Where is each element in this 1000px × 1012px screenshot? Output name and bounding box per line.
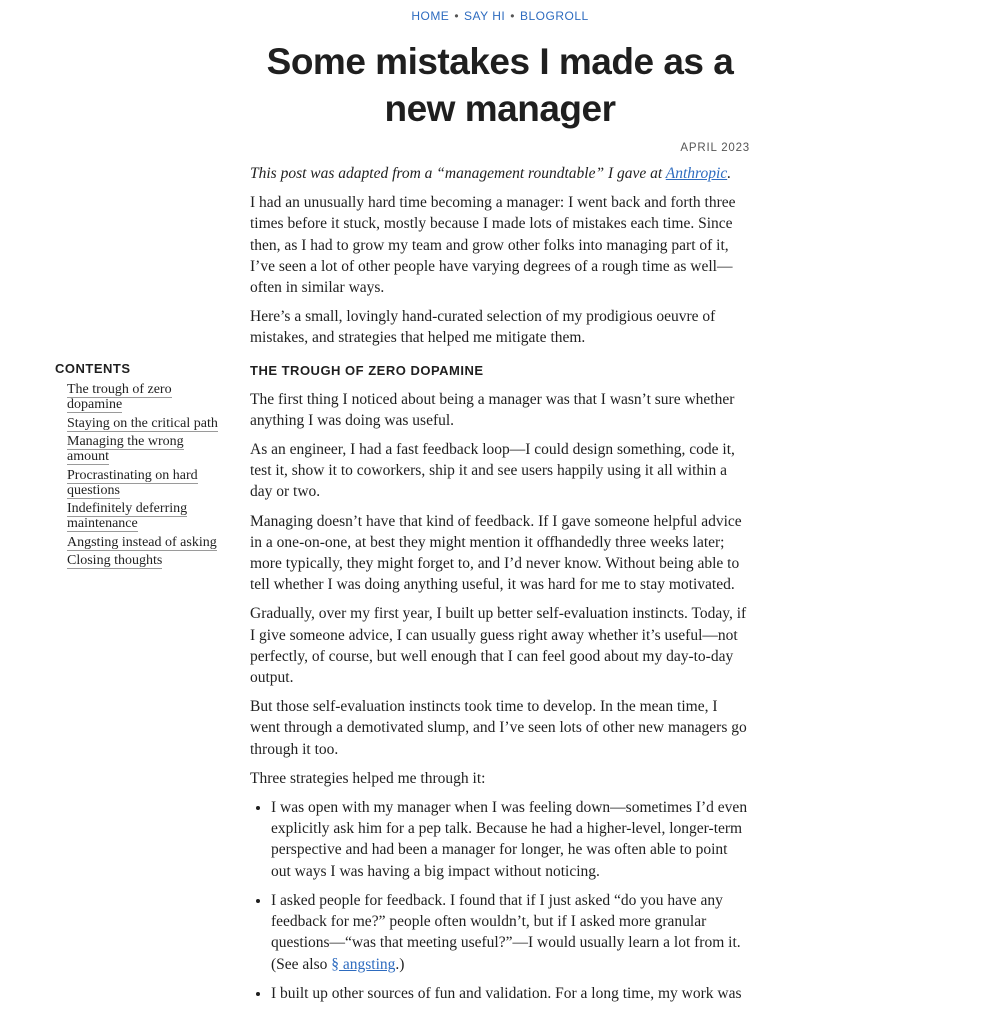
article-body <box>250 163 750 1012</box>
paragraph: Managing doesn’t have that kind of feedback. If I gave someone helpful advice in a one-on-one, at best they might mention it offhandedly three weeks later; more typically, they might forget to, and I’d never know. Without being able to tell whether I was doing anything useful, it was hard for me to stay motivated. <box>250 512 742 594</box>
toc-item <box>67 416 225 431</box>
toc-item <box>67 382 225 412</box>
nav-home-link[interactable]: HOME <box>411 9 450 23</box>
list-item-text-end: .) <box>395 955 405 973</box>
list-item <box>271 890 750 975</box>
toc-link-critical-path[interactable]: Staying on the critical path <box>67 415 218 431</box>
top-nav <box>0 9 1000 23</box>
toc-item <box>67 553 225 568</box>
nav-separator: • <box>510 9 515 23</box>
angsting-link[interactable]: § angsting <box>331 955 396 973</box>
intro-text: This post was adapted from a “management roundtable” I gave at <box>250 165 666 182</box>
toc-link-procrastinating[interactable]: Procrastinating on hard questions <box>67 467 198 498</box>
intro-text-end: . <box>727 165 732 182</box>
paragraph: As an engineer, I had a fast feedback loop—I could design something, code it, test it, show it to coworkers, ship it and see users happily using it all within a day or two. <box>250 441 735 501</box>
paragraph: The first thing I noticed about being a manager was that I wasn’t sure whether anything I was doing was useful. <box>250 390 735 429</box>
toc-item <box>67 468 225 498</box>
toc-item <box>67 501 225 531</box>
toc-list <box>55 382 225 568</box>
paragraph: Gradually, over my first year, I built up better self-evaluation instincts. Today, if I give someone advice, I can usually guess right away whether it’s useful—not perfectly, of course, but well enough that I can feel good about my day-to-day output. <box>250 605 747 687</box>
paragraph: Three strategies helped me through it: <box>250 769 486 787</box>
list-item: • I was open with my manager when I was feeling down—sometimes I’d even explicitly ask him for a pep talk. Because he had a higher-level, longer-term perspective and had been a manager for longer, he was often able to point out ways I was having a big impact without noticing. <box>271 797 750 882</box>
list-item: • I built up other sources of fun and validation. For a long time, my work was <box>271 983 750 1004</box>
paragraph: But those self-evaluation instincts took time to develop. In the mean time, I went through a demotivated slump, and I’ve seen lots of other new managers go through it too. <box>250 698 747 758</box>
toc-heading: CONTENTS <box>55 361 131 376</box>
list-item-text: I asked people for feedback. I found that if I just asked “do you have any feedback for me?” people often wouldn’t, but if I asked more granular questions—“was that meeting useful?”—I would usually learn a lot from it. (See also <box>271 891 741 973</box>
page-title: Some mistakes I made as a new manager <box>266 41 734 129</box>
toc-link-angsting[interactable]: Angsting instead of asking <box>67 534 217 550</box>
section-heading-trough: THE TROUGH OF ZERO DOPAMINE <box>250 362 484 378</box>
toc-item <box>67 434 225 464</box>
toc-item <box>67 535 225 550</box>
toc-link-maintenance[interactable]: Indefinitely deferring maintenance <box>67 501 188 531</box>
post-date: APRIL 2023 <box>680 142 750 154</box>
table-of-contents <box>55 361 225 572</box>
nav-say-hi-link[interactable]: SAY HI <box>464 9 506 23</box>
paragraph: I had an unusually hard time becoming a manager: I went back and forth three times before it stuck, mostly because I made lots of mistakes each time. Since then, as I had to grow my team and grow other folks into managing part of it, I’ve seen a lot of other people have varying degrees of a rough time as well—often in similar ways. <box>250 194 736 297</box>
intro-paragraph <box>250 163 750 184</box>
toc-link-closing[interactable]: Closing thoughts <box>67 553 163 568</box>
nav-separator: • <box>454 9 460 23</box>
strategy-list <box>250 797 750 1004</box>
anthropic-link[interactable]: Anthropic <box>665 165 728 182</box>
paragraph: Here’s a small, lovingly hand-curated selection of my prodigious oeuvre of mistakes, and strategies that helped me mitigate them. <box>250 308 716 347</box>
toc-link-managing-wrong-amount[interactable]: Managing the wrong amount <box>67 434 184 464</box>
nav-blogroll-link[interactable]: BLOGROLL <box>519 9 589 23</box>
toc-link-trough[interactable]: The trough of zero dopamine <box>67 382 172 412</box>
